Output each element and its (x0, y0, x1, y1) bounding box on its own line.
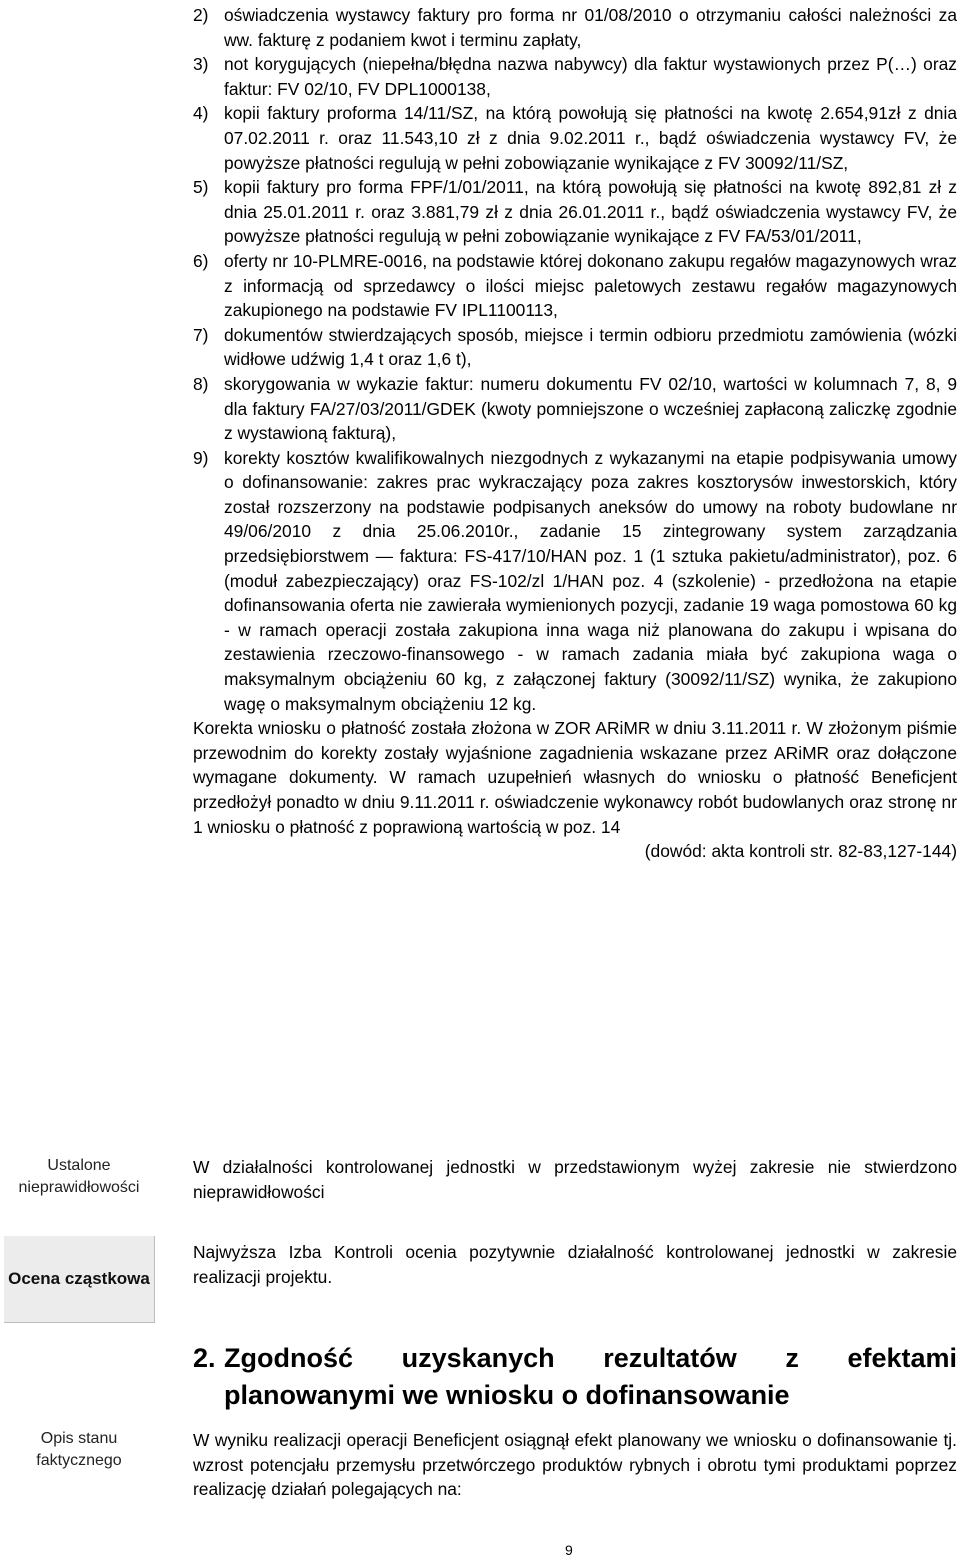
margin-box-ocena-czastkowa (4, 1236, 155, 1323)
margin-label-ocena-czastkowa: Ocena cząstkowa (8, 1269, 150, 1288)
list-item-number: 8) (193, 373, 209, 394)
list-item (193, 175, 957, 249)
list-item-number: 5) (193, 177, 209, 198)
list-item-number: 7) (193, 324, 209, 345)
list-item-number: 9) (193, 447, 209, 468)
korekta-paragraph: Korekta wniosku o płatność została złożona w ZOR ARiMR w dniu 3.11.2011 r. W złożonym piśmie przewodnim do korekty zostały wyjaśnione zagadnienia wskazane przez ARiMR oraz dołączone wymagane dokumenty. W ramach uzupełnień własnych do wniosku o płatność Beneficjent przedłożył ponadto w dniu 9.11.2011 r. oświadczenie wykonawcy robót budowlanych oraz stronę nr 1 wniosku o płatność z poprawioną wartością w poz. 14 (193, 718, 957, 837)
findings-block (193, 1155, 957, 1204)
findings-paragraph: W działalności kontrolowanej jednostki w przedstawionym wyżej zakresie nie stwierdzono nieprawidłowości (193, 1157, 957, 1202)
description-block (193, 1428, 957, 1502)
assessment-block (193, 1240, 957, 1289)
description-paragraph: W wyniku realizacji operacji Beneficjent osiągnął efekt planowany we wniosku o dofinansowanie tj. wzrost potencjału przemysłu przetwórczego produktów rybnych i obrotu tymi produktami poprzez realizację działań polegających na: (193, 1430, 957, 1500)
assessment-paragraph: Najwyższa Izba Kontroli ocenia pozytywnie działalność kontrolowanej jednostki w zakresie realizacji projektu. (193, 1242, 957, 1287)
list-item-number: 3) (193, 54, 209, 75)
list-item-text: oferty nr 10-PLMRE-0016, na podstawie której dokonano zakupu regałów magazynowych wraz z informacją od sprzedawcy o ilości miejsc paletowych zestawu regałów magazynowych zakupionego na podstawie FV IPL1100113, (224, 250, 957, 321)
margin-label-opis-stanu-faktycznego: Opis stanu faktycznego (36, 1430, 122, 1469)
list-item-text: oświadczenia wystawcy faktury pro forma nr 01/08/2010 o otrzymaniu całości należności za ww. fakturę z podaniem kwot i terminu zapłaty, (224, 5, 957, 50)
list-item (193, 323, 957, 372)
margin-label-ustalone-nieprawidlowosci: Ustalone nieprawidłowości (18, 1157, 140, 1196)
list-item (193, 446, 957, 717)
evidence-reference: (dowód: akta kontroli str. 82-83,127-144) (644, 841, 957, 862)
section-number: 2. (193, 1343, 216, 1373)
list-item-number: 2) (193, 5, 209, 25)
section-title: Zgodność uzyskanych rezultatów z efektami planowanymi we wniosku o dofinansowanie (224, 1343, 957, 1410)
list-item-text: korekty kosztów kwalifikowalnych niezgodnych z wykazanymi na etapie podpisywania umowy o dofinansowanie: zakres prac wykraczający poza zakres kosztorysów inwestorskich, który został rozszerzony na podstawie podpisanych aneksów do umowy na roboty budowlane nr 49/06/2010 z dnia 25.06.2010r., zadanie 15 zintegrowany system zarządzania przedsiębiorstwem — faktura: FS-417/10/HAN poz. 1 (1 sztuka pakietu/administrator), poz. 6 (moduł zabezpieczający) oraz FS-102/zl 1/HAN poz. 4 (szkolenie) - przedłożona na etapie dofinansowania oferta nie zawierała wymienionych pozycji, zadanie 19 waga pomostowa 60 kg - w ramach operacji została zakupiona inna waga niż planowana do zakupu i wpisana do zestawienia rzeczowo-finansowego - w ramach zadania miała być zakupiona waga o maksymalnym obciążeniu 60 kg, z załączonej faktury (30092/11/SZ) wynika, że zakupiono wagę o maksymalnym obciążeniu 12 kg. (224, 447, 957, 714)
list-item (193, 101, 957, 175)
list-item-number: 6) (193, 250, 209, 271)
list-item-number: 4) (193, 103, 209, 124)
section-heading (193, 1340, 957, 1414)
list-item (193, 3, 957, 52)
list-item (193, 372, 957, 446)
page-number: 9 (565, 1542, 573, 1558)
list-item-text: dokumentów stwierdzających sposób, miejsce i termin odbioru przedmiotu zamówienia (wózki widłowe udźwig 1,4 t oraz 1,6 t), (224, 324, 957, 370)
list-item-text: kopii faktury proforma 14/11/SZ, na którą powołują się płatności na kwotę 2.654,91zł z dnia 07.02.2011 r. oraz 11.543,10 zł z dnia 9.02.2011 r., bądź oświadczenia wystawcy FV, że powyższe płatności regulują w pełni zobowiązanie wynikające z FV 30092/11/SZ, (224, 103, 957, 173)
section-heading-block (193, 1340, 957, 1414)
main-column (193, 3, 957, 864)
deficiency-list (193, 3, 957, 716)
list-item-text: kopii faktury pro forma FPF/1/01/2011, na którą powołują się płatności na kwotę 892,81 zł z dnia 25.01.2011 r. oraz 3.881,79 zł z dnia 26.01.2011 r., bądź oświadczenia wystawcy FV, że powyższe płatności regulują w pełni zobowiązanie wynikające z FV FA/53/01/2011, (224, 177, 957, 247)
list-item (193, 52, 957, 101)
list-item-text: skorygowania w wykazie faktur: numeru dokumentu FV 02/10, wartości w kolumnach 7, 8, 9 dla faktury FA/27/03/2011/GDEK (kwoty pomniejszone o wcześniej zapłaconą zaliczkę zgodnie z wystawioną fakturą), (224, 373, 957, 444)
list-item (193, 249, 957, 323)
list-item-text: not korygujących (niepełna/błędna nazwa nabywcy) dla faktur wystawionych przez P(…) oraz faktur: FV 02/10, FV DPL1000138, (224, 54, 957, 99)
